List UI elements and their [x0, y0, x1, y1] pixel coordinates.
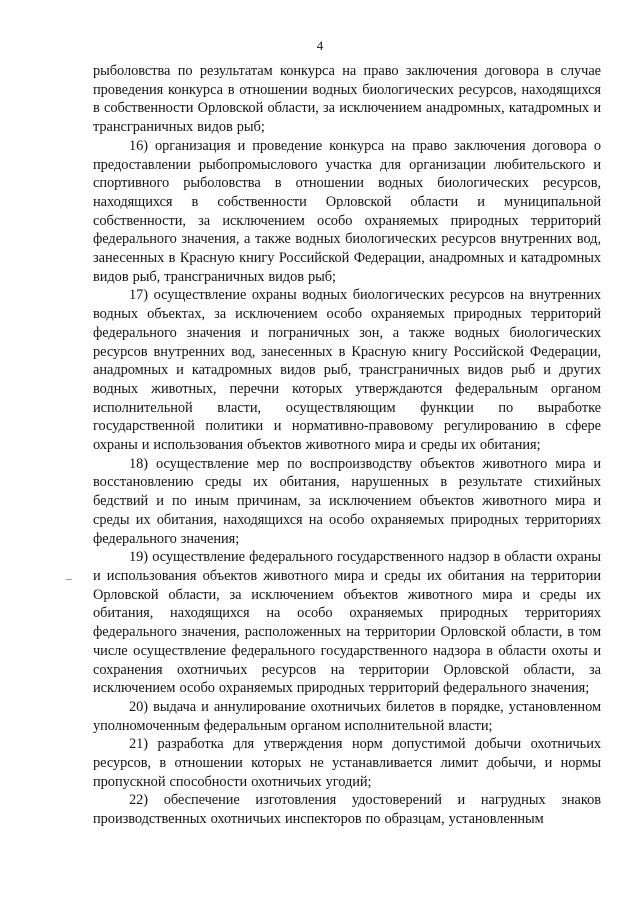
margin-mark [66, 579, 72, 580]
paragraph-item-19: 19) осуществление федерального государственного надзор в области охраны и использования объектов животного мира и среды их обитания на территории Орловской области, за исключением объектов животного мира и среды их обитания, находящихся на особо охраняемых природных территориях федерального значения, расположенных на территории Орловской области, в том числе осуществление федерального государственного надзора в области охоты и сохранения охотничьих ресурсов на территории Орловской области, за исключением особо охраняемых природных территорий федерального значения; [93, 549, 601, 697]
paragraph-item-17: 17) осуществление охраны водных биологических ресурсов на внутренних водных объектах, за исключением особо охраняемых природных территорий федерального значения и пограничных зон, а также водных биологических ресурсов внутренних вод, занесенных в Красную книгу Российской Федерации, анадромных и катадромных видов рыб, трансграничных видов рыб и других водных животных, перечни которых утверждаются федеральным органом исполнительной власти, осуществляющим функции по выработке государственной политики и нормативно-правовому регулированию в сфере охраны и использования объектов животного мира и среды их обитания; [93, 287, 601, 454]
paragraph-item-22: 22) обеспечение изготовления удостоверений и нагрудных знаков производственных охотничьих инспекторов по образцам, установленным [93, 792, 601, 828]
paragraph-item-20: 20) выдача и аннулирование охотничьих билетов в порядке, установленном уполномоченным федеральным органом исполнительной власти; [93, 698, 601, 734]
document-body [93, 62, 601, 829]
paragraph-continuation: рыболовства по результатам конкурса на право заключения договора в случае проведения конкурса в отношении водных биологических ресурсов, находящихся в собственности Орловской области, за исключением анадромных, катадромных и трансграничных видов рыб; [93, 63, 601, 136]
page-number: 4 [316, 38, 324, 53]
paragraph-item-16: 16) организация и проведение конкурса на право заключения договора о предоставлении рыбопромыслового участка для организации любительского и спортивного рыболовства в отношении водных биологических ресурсов, находящихся в собственности Орловской области и муниципальной собственности, за исключением особо охраняемых природных территорий федерального значения, а также водных биологических ресурсов внутренних вод, занесенных в Красную книгу Российской Федерации, анадромных и катадромных видов рыб, трансграничных видов рыб; [93, 137, 601, 285]
paragraph-item-21: 21) разработка для утверждения норм допустимой добычи охотничьих ресурсов, в отношении которых не устанавливается лимит добычи, и нормы пропускной способности охотничьих угодий; [93, 736, 601, 790]
paragraph-item-18: 18) осуществление мер по воспроизводству объектов животного мира и восстановлению среды их обитания, нарушенных в результате стихийных бедствий и по иным причинам, за исключением объектов животного мира и среды их обитания, находящихся на особо охраняемых природных территориях федерального значения; [93, 455, 601, 547]
